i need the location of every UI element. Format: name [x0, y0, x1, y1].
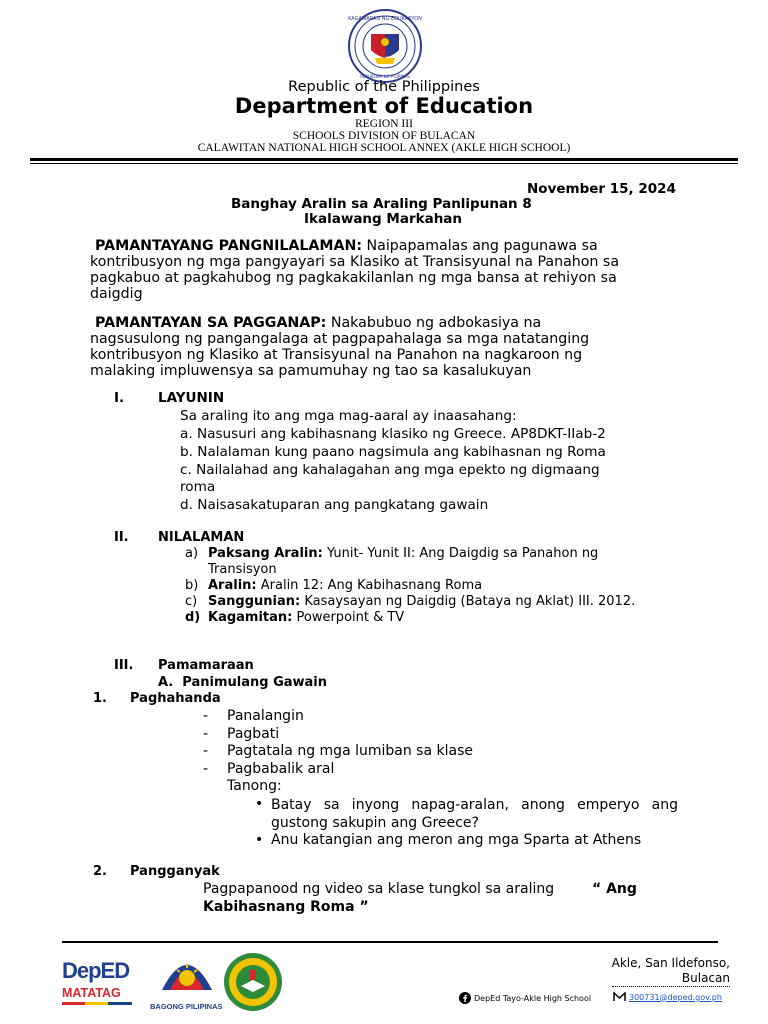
- layunin-item: b. Nalalaman kung paano nagsimula ang kabihasnan ng Roma: [180, 444, 606, 460]
- pamantayang-pangnilalaman: [90, 238, 710, 302]
- pamantayan-sa-pagganap: [90, 315, 710, 379]
- email-contact[interactable]: [613, 992, 722, 1002]
- nilalaman-label: Paksang Aralin:: [208, 546, 323, 561]
- address-underline: [612, 986, 730, 987]
- step2-heading: Pangganyak: [130, 864, 220, 879]
- deped-seal-logo: [341, 8, 429, 84]
- akle-high-school-logo: [222, 952, 284, 1012]
- step1-heading: Paghahanda: [130, 691, 221, 706]
- bagong-pilipinas-label: BAGONG PILIPINAS: [150, 1002, 223, 1011]
- pangnilalaman-line: kontribusyon ng mga pangyayari sa Klasiko at Transisyunal na Panahon sa: [90, 254, 620, 270]
- nilalaman-number: II.: [114, 530, 129, 545]
- division-line: SCHOOLS DIVISION OF BULACAN: [292, 130, 476, 142]
- paghahanda-item: Pagbati: [227, 726, 280, 742]
- bullet-dot: •: [255, 796, 264, 812]
- deped-matatag-logo: [62, 958, 142, 1014]
- facebook-icon: [459, 992, 471, 1004]
- header-divider: [30, 158, 738, 161]
- matatag-wordmark: MATATAG: [62, 986, 121, 1000]
- pangnilalaman-text: Naipapamalas ang pagunawa sa: [362, 238, 598, 254]
- pangnilalaman-label: PAMANTAYANG PANGNILALAMAN:: [95, 238, 363, 254]
- nilalaman-item: [185, 610, 404, 625]
- pangnilalaman-line: pagkabuo at pagkahubog ng pagkakakilanlan ng mga bansa at rehiyon sa: [90, 270, 617, 286]
- paghahanda-item: Pagtatala ng mga lumiban sa klase: [227, 743, 473, 759]
- lesson-title: Banghay Aralin sa Araling Panlipunan 8: [231, 196, 532, 212]
- nilalaman-heading: NILALAMAN: [158, 530, 245, 545]
- paghahanda-item: Panalangin: [227, 708, 304, 724]
- deped-wordmark: DepED: [62, 958, 130, 983]
- nilalaman-text: Powerpoint & TV: [292, 610, 405, 625]
- pangganyak-quote-cont: Kabihasnang Roma ”: [203, 899, 369, 915]
- pagganap-line: malaking impluwensya sa pamumuhay ng tao sa kasalukuyan: [90, 363, 532, 379]
- facebook-page-name: DepEd Tayo-Akle High School: [474, 993, 592, 1003]
- nilalaman-label: Sanggunian:: [208, 594, 301, 609]
- lesson-quarter: Ikalawang Markahan: [304, 211, 463, 227]
- layunin-item: c. Nailalahad ang kahalagahan ang mga epekto ng digmaang: [180, 462, 600, 478]
- pagganap-label: PAMANTAYAN SA PAGGANAP:: [95, 315, 327, 331]
- nilalaman-marker: a): [185, 546, 199, 561]
- region-line: REGION III: [355, 118, 413, 130]
- nilalaman-item: [185, 578, 482, 593]
- pangnilalaman-line: daigdig: [90, 286, 143, 302]
- pamamaraan-heading: Pamamaraan: [158, 658, 254, 673]
- nilalaman-label: Kagamitan:: [208, 610, 293, 625]
- footer-divider: [62, 941, 718, 943]
- mail-icon: [613, 992, 626, 1002]
- layunin-heading: LAYUNIN: [158, 390, 225, 406]
- school-line: CALAWITAN NATIONAL HIGH SCHOOL ANNEX (AKLE HIGH SCHOOL): [197, 142, 571, 154]
- layunin-number: I.: [114, 390, 125, 406]
- bagong-pilipinas-logo: [152, 950, 222, 1000]
- nilalaman-item-cont: Transisyon: [208, 562, 277, 577]
- nilalaman-marker: c): [185, 594, 198, 609]
- step1-number: 1.: [93, 691, 107, 706]
- header-divider-thin: [30, 163, 738, 164]
- dash-marker: -: [203, 726, 209, 742]
- nilalaman-label: Aralin:: [208, 578, 257, 593]
- pagganap-line: kontribusyon ng Klasiko at Transisyunal na Panahon na nagkaroon ng: [90, 347, 583, 363]
- layunin-item: roma: [180, 479, 216, 495]
- school-address: [560, 956, 730, 986]
- layunin-item: d. Naisasakatuparan ang pangkatang gawain: [180, 497, 489, 513]
- facebook-contact[interactable]: [459, 992, 591, 1004]
- panimulang-gawain: A. Panimulang Gawain: [158, 675, 328, 690]
- lesson-date: November 15, 2024: [527, 181, 676, 197]
- nilalaman-marker: b): [185, 578, 199, 593]
- dash-marker: -: [203, 708, 209, 724]
- tanong-label: Tanong:: [227, 778, 282, 794]
- tanong-bullet: Anu katangian ang meron ang mga Sparta at Athens: [271, 832, 642, 848]
- department-title: Department of Education: [234, 94, 534, 118]
- nilalaman-marker: d): [185, 610, 201, 625]
- pangganyak-text: Pagpapanood ng video sa klase tungkol sa araling: [203, 881, 555, 897]
- nilalaman-text: Aralin 12: Ang Kabihasnang Roma: [256, 578, 483, 593]
- matatag-underline: [62, 1002, 132, 1005]
- pagganap-text: Nakabubuo ng adbokasiya na: [326, 315, 542, 331]
- step2-number: 2.: [93, 864, 107, 879]
- nilalaman-item: [185, 594, 635, 609]
- seal-ring-bottom: REPUBLIKA NG PILIPINAS: [360, 74, 410, 79]
- dash-marker: -: [203, 743, 209, 759]
- email-link[interactable]: 300731@deped.gov.ph: [629, 992, 722, 1002]
- layunin-intro: Sa araling ito ang mga mag-aaral ay inaasahang:: [180, 408, 517, 424]
- tanong-line: gustong sakupin ang Greece?: [271, 815, 479, 831]
- address-line: Bulacan: [681, 971, 730, 985]
- paghahanda-item: Pagbabalik aral: [227, 761, 335, 777]
- seal-ring-top: KAGAWARAN NG EDUKASYON: [348, 16, 422, 22]
- pagganap-line: nagsusulong ng pangangalaga at pagpapahalaga sa mga natatanging: [90, 331, 590, 347]
- republic-line: Republic of the Philippines: [288, 79, 480, 95]
- nilalaman-text: Kasaysayan ng Daigdig (Bataya ng Aklat) III. 2012.: [300, 594, 636, 609]
- address-line: Akle, San Ildefonso,: [611, 956, 730, 970]
- bullet-dot: •: [255, 832, 264, 848]
- nilalaman-text: Yunit- Yunit II: Ang Daigdig sa Panahon ng: [322, 546, 599, 561]
- tanong-line: Batay sa inyong napag-aralan, anong emperyo ang: [271, 797, 678, 813]
- pangganyak-quote: “ Ang: [592, 881, 637, 897]
- pamamaraan-number: III.: [114, 658, 134, 673]
- dash-marker: -: [203, 761, 209, 777]
- layunin-item: a. Nasusuri ang kabihasnang klasiko ng Greece. AP8DKT-IIab-2: [180, 426, 606, 442]
- tanong-bullet: [271, 796, 678, 832]
- nilalaman-item: [185, 546, 598, 561]
